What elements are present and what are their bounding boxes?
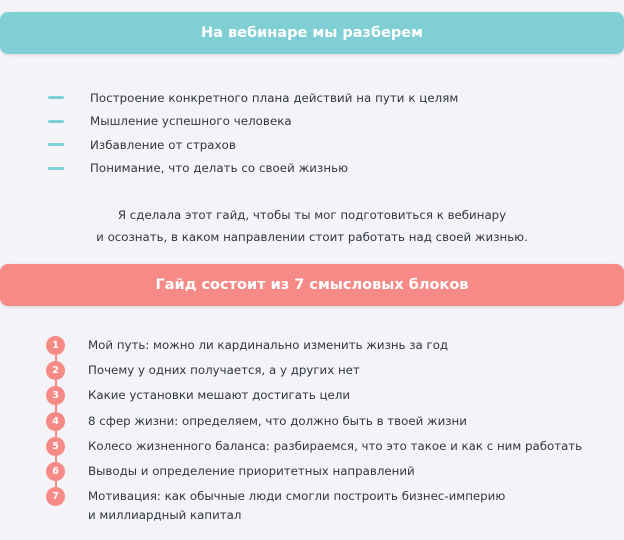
block-text-line-1: Мотивация: как обычные люди смогли построить бизнес-империю xyxy=(88,489,506,504)
block-text: Выводы и определение приоритетных направлений xyxy=(88,463,415,478)
webinar-banner-title: На вебинаре мы разберем xyxy=(201,25,423,41)
intro-line-2: и осознать, в каком направлении стоит работать над своей жизнью. xyxy=(96,230,528,244)
list-item xyxy=(46,487,608,525)
block-text: 8 сфер жизни: определяем, что должно быть в твоей жизни xyxy=(88,413,467,428)
dash-bullet-icon xyxy=(48,120,64,123)
number-badge: 1 xyxy=(46,336,65,355)
intro-paragraph xyxy=(0,204,624,248)
dash-bullet-icon xyxy=(48,167,64,170)
list-item xyxy=(48,133,458,157)
number-badge: 2 xyxy=(46,361,65,380)
webinar-topics-list xyxy=(48,86,458,180)
list-item xyxy=(46,386,608,405)
guide-blocks-list xyxy=(46,336,608,531)
number-badge: 4 xyxy=(46,412,65,431)
topic-text: Избавление от страхов xyxy=(90,137,236,152)
block-text xyxy=(88,487,608,525)
list-item xyxy=(48,157,458,181)
number-badge: 3 xyxy=(46,386,65,405)
dash-bullet-icon xyxy=(48,143,64,146)
list-item xyxy=(48,110,458,134)
list-item xyxy=(46,437,608,456)
block-text: Какие установки мешают достигать цели xyxy=(88,388,351,403)
number-badge: 7 xyxy=(46,487,65,506)
list-item xyxy=(46,336,608,355)
list-item xyxy=(48,86,458,110)
list-item xyxy=(46,361,608,380)
intro-line-1: Я сделала этот гайд, чтобы ты мог подготовиться к вебинару xyxy=(117,208,507,222)
block-text: Мой путь: можно ли кардинально изменить жизнь за год xyxy=(88,338,449,352)
number-badge: 6 xyxy=(46,462,65,481)
block-text: Колесо жизненного баланса: разбираемся, что это такое и как с ним работать xyxy=(88,438,583,453)
guide-banner-title: Гайд состоит из 7 смысловых блоков xyxy=(155,277,469,293)
topic-text: Построение конкретного плана действий на пути к целям xyxy=(90,90,459,105)
list-item xyxy=(46,412,608,431)
dash-bullet-icon xyxy=(48,96,64,99)
number-badge: 5 xyxy=(46,437,65,456)
block-text-line-2: и миллиардный капитал xyxy=(88,508,242,523)
topic-text: Мышление успешного человека xyxy=(90,114,292,129)
topic-text: Понимание, что делать со своей жизнью xyxy=(90,161,349,176)
block-text: Почему у одних получается, а у других нет xyxy=(88,363,360,378)
webinar-banner xyxy=(0,12,624,54)
list-item xyxy=(46,462,608,481)
guide-banner xyxy=(0,264,624,306)
